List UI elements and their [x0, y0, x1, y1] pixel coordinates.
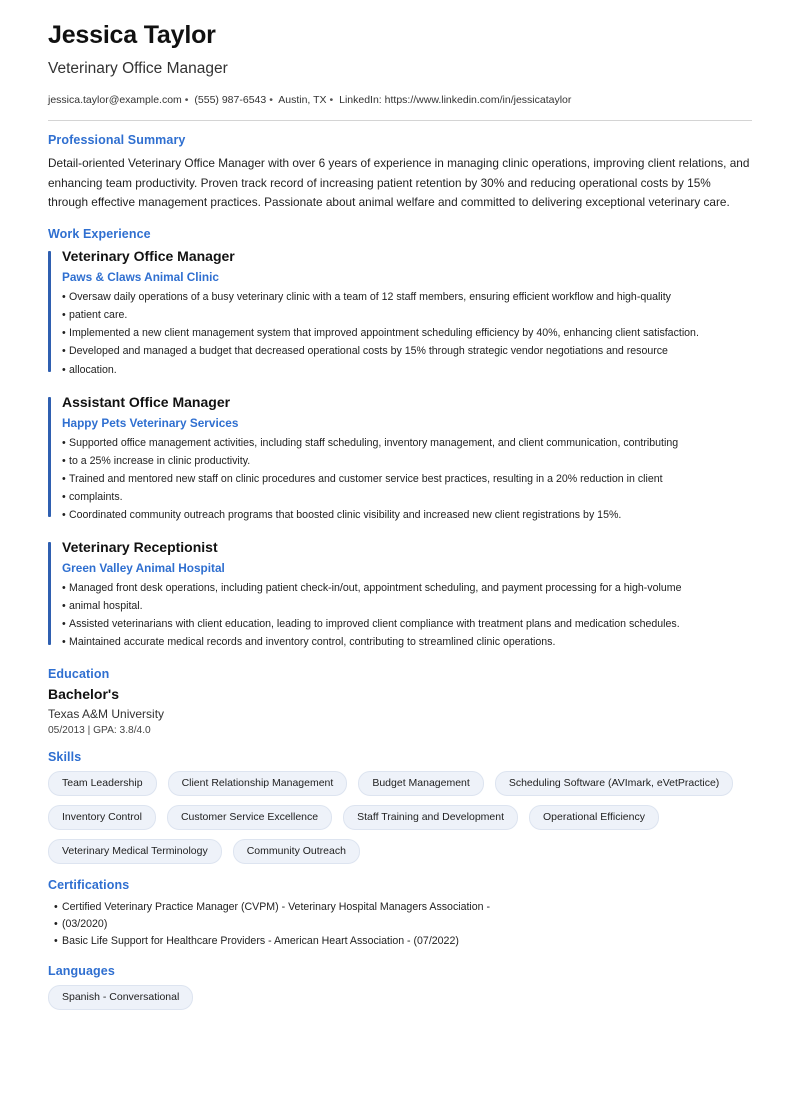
job-bullet: • Implemented a new client management system that improved appointment scheduling efficiency by 40%, enhancing client satisfaction. [62, 325, 752, 341]
contact-location: Austin, TX [278, 93, 327, 106]
job-bullet: • Managed front desk operations, including patient check-in/out, appointment scheduling, and payment processing for a high-volume [62, 580, 752, 596]
languages-chip-list [48, 985, 752, 1010]
section-work-experience [48, 227, 752, 650]
experience-item [48, 248, 752, 377]
experience-item [48, 539, 752, 650]
summary-text: Detail-oriented Veterinary Office Manager with over 6 years of experience in managing clinic operations, improving client relations, and enhancing team productivity. Proven track record of increasing patient retention by 30% and reducing operational costs by 15% through effective management practices. Passionate about animal welfare and committed to delivering exceptional veterinary care. [48, 155, 750, 210]
candidate-name: Jessica Taylor [48, 21, 216, 49]
section-title-certifications: Certifications [48, 877, 130, 892]
certification-list [48, 899, 752, 950]
experience-item [48, 394, 752, 523]
skill-chip: Veterinary Medical Terminology [48, 839, 222, 864]
skill-chip: Inventory Control [48, 805, 156, 830]
candidate-headline: Veterinary Office Manager [48, 59, 228, 77]
job-bullet: • Assisted veterinarians with client education, leading to improved client compliance with treatment plans and medication schedules. [62, 616, 752, 632]
skill-chip: Budget Management [358, 771, 483, 796]
job-company: Happy Pets Veterinary Services [62, 415, 239, 430]
education-school: Texas A&M University [48, 706, 165, 721]
job-bullet: • allocation. [62, 362, 752, 378]
skill-chip: Operational Efficiency [529, 805, 659, 830]
job-bullet: • complaints. [62, 489, 752, 505]
contact-separator-3: • [329, 93, 334, 106]
job-bullet: • Coordinated community outreach programs that boosted clinic visibility and increased new client registrations by 15%. [62, 507, 752, 523]
job-bullet: • Trained and mentored new staff on clinic procedures and customer service best practices, resulting in a 20% reduction in client [62, 471, 752, 487]
certification-item: • Basic Life Support for Healthcare Providers - American Heart Association - (07/2022) [54, 933, 752, 950]
contact-email[interactable]: jessica.taylor@example.com [48, 93, 182, 106]
section-title-languages: Languages [48, 963, 115, 978]
section-skills [48, 750, 752, 864]
header-divider [48, 120, 752, 121]
contact-separator-1: • [184, 93, 189, 106]
job-bullet: • Developed and managed a budget that decreased operational costs by 15% through strategic vendor negotiations and resource [62, 343, 752, 359]
job-bullet: • Oversaw daily operations of a busy veterinary clinic with a team of 12 staff members, ensuring efficient workflow and high-quality [62, 289, 752, 305]
skill-chip: Team Leadership [48, 771, 157, 796]
section-certifications [48, 878, 752, 950]
skill-chip: Community Outreach [233, 839, 360, 864]
job-title: Assistant Office Manager [62, 393, 231, 410]
contact-linkedin-label: LinkedIn: [339, 93, 382, 106]
language-chip: Spanish - Conversational [48, 985, 193, 1010]
skill-chip: Client Relationship Management [168, 771, 348, 796]
job-bullet: • animal hospital. [62, 598, 752, 614]
job-title: Veterinary Office Manager [62, 248, 235, 265]
contact-linkedin-url[interactable]: https://www.linkedin.com/in/jessicataylor [384, 93, 572, 106]
contact-line [48, 92, 748, 108]
education-degree: Bachelor's [48, 685, 120, 702]
section-education [48, 667, 752, 736]
job-bullets [62, 580, 752, 650]
contact-separator-2: • [269, 93, 273, 106]
job-bullets [62, 435, 752, 523]
job-company: Paws & Claws Animal Clinic [62, 270, 219, 285]
job-title: Veterinary Receptionist [62, 539, 218, 556]
section-title-experience: Work Experience [48, 227, 151, 242]
job-company: Green Valley Animal Hospital [62, 561, 225, 576]
skill-chip: Scheduling Software (AVImark, eVetPractice) [495, 771, 733, 796]
education-meta: 05/2013 | GPA: 3.8/4.0 [48, 724, 151, 736]
section-professional-summary [48, 133, 752, 213]
job-bullets [62, 289, 752, 377]
job-bullet: • to a 25% increase in clinic productivity. [62, 453, 752, 469]
job-bullet: • Supported office management activities, including staff scheduling, inventory management, and client communication, contributing [62, 435, 752, 451]
skills-chip-list [48, 771, 752, 864]
job-bullet: • patient care. [62, 307, 752, 323]
skill-chip: Staff Training and Development [343, 805, 518, 830]
skill-chip: Customer Service Excellence [167, 805, 332, 830]
certification-item: • Certified Veterinary Practice Manager (CVPM) - Veterinary Hospital Managers Association - [54, 899, 752, 916]
contact-phone: (555) 987-6543 [194, 93, 267, 106]
section-languages [48, 964, 752, 1010]
section-title-summary: Professional Summary [48, 132, 186, 147]
certification-item: • (03/2020) [54, 916, 752, 933]
section-title-education: Education [48, 666, 110, 681]
job-bullet: • Maintained accurate medical records and inventory control, contributing to streamlined clinic operations. [62, 634, 752, 650]
section-title-skills: Skills [48, 749, 82, 764]
